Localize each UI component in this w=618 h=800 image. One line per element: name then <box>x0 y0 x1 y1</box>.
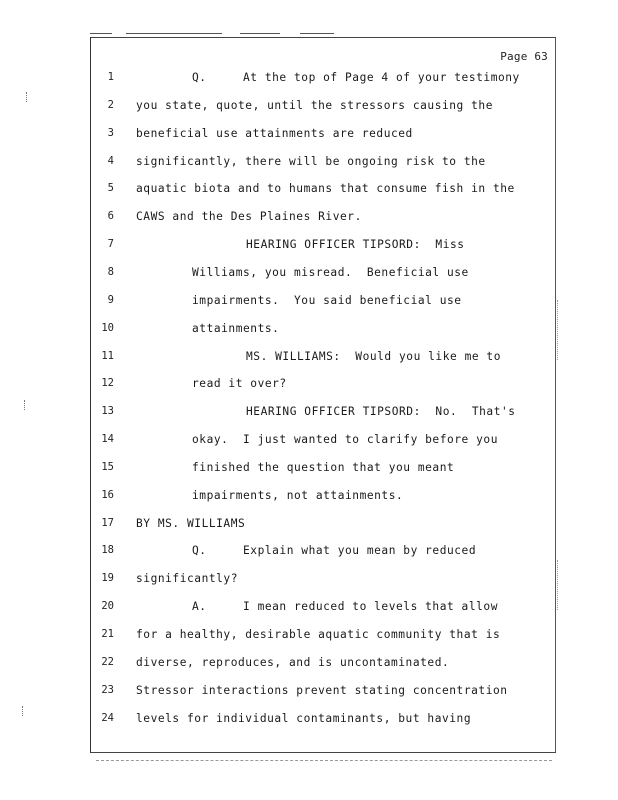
transcript-line <box>0 350 618 366</box>
transcript-line <box>0 461 618 477</box>
line-number: 24 <box>101 711 114 724</box>
transcript-line <box>0 322 618 338</box>
line-text: Stressor interactions prevent stating concentration <box>136 683 508 697</box>
page-number: Page 63 <box>500 50 548 63</box>
transcript-line <box>0 600 618 616</box>
line-text: okay. I just wanted to clarify before you <box>192 433 498 447</box>
line-number: 2 <box>107 98 114 111</box>
line-text: read it over? <box>192 377 287 391</box>
line-number: 3 <box>107 126 114 139</box>
transcript-line <box>0 99 618 115</box>
top-rule-marks <box>90 33 556 36</box>
line-number: 15 <box>101 460 114 473</box>
transcript-line <box>0 656 618 672</box>
transcript-line <box>0 127 618 143</box>
transcript-line <box>0 572 618 588</box>
line-text: for a healthy, desirable aquatic community that is <box>136 628 501 641</box>
line-number: 16 <box>101 488 114 501</box>
bottom-rule <box>96 760 552 762</box>
line-text: finished the question that you meant <box>192 460 455 474</box>
line-number: 6 <box>107 210 114 223</box>
line-number: 9 <box>107 293 114 306</box>
line-number: 4 <box>107 154 114 167</box>
transcript-line <box>0 294 618 310</box>
line-number: 5 <box>107 182 114 195</box>
line-number: 13 <box>101 405 114 418</box>
line-text: Q. Explain what you mean by reduced <box>192 544 477 558</box>
transcript-line <box>0 71 618 87</box>
line-number: 10 <box>101 321 114 334</box>
line-number: 14 <box>101 433 114 446</box>
transcript-line <box>0 628 618 644</box>
transcript-line <box>0 155 618 171</box>
left-margin-mark-top <box>26 92 30 102</box>
line-text: you state, quote, until the stressors causing the <box>136 98 493 112</box>
line-number: 23 <box>101 683 114 696</box>
line-text: BY MS. WILLIAMS <box>136 516 246 530</box>
line-number: 7 <box>107 238 114 251</box>
line-text: CAWS and the Des Plaines River. <box>136 210 362 224</box>
line-text: aquatic biota and to humans that consume fish in the <box>136 182 515 196</box>
left-margin-mark-bottom <box>22 706 26 716</box>
transcript-line <box>0 405 618 421</box>
transcript-line <box>0 712 618 728</box>
line-text: MS. WILLIAMS: Would you like me to <box>246 349 501 363</box>
line-number: 21 <box>101 628 114 640</box>
line-text: HEARING OFFICER TIPSORD: No. That's <box>246 405 516 419</box>
line-text: A. I mean reduced to levels that allow <box>192 600 498 614</box>
line-text: HEARING OFFICER TIPSORD: Miss <box>246 238 465 252</box>
line-text: impairments, not attainments. <box>192 488 404 502</box>
line-text: significantly, there will be ongoing risk to the <box>136 154 486 168</box>
transcript-page-frame <box>90 37 556 753</box>
line-text: levels for individual contaminants, but having <box>136 711 472 725</box>
transcript-line <box>0 489 618 505</box>
line-number: 17 <box>101 516 114 529</box>
line-number: 18 <box>101 544 114 557</box>
line-text: significantly? <box>136 572 238 586</box>
line-text: Q. At the top of Page 4 of your testimony <box>192 71 520 84</box>
line-number: 12 <box>101 377 114 390</box>
right-scan-edge-upper <box>557 300 559 360</box>
transcript-line <box>0 238 618 254</box>
line-number: 11 <box>101 349 114 362</box>
transcript-line <box>0 377 618 393</box>
transcript-line <box>0 517 618 533</box>
transcript-line <box>0 182 618 198</box>
line-text: impairments. You said beneficial use <box>192 293 462 307</box>
line-number: 20 <box>101 600 114 613</box>
line-number: 8 <box>107 265 114 278</box>
left-margin-mark-middle <box>24 400 28 410</box>
line-number: 19 <box>101 572 114 585</box>
line-number: 22 <box>101 655 114 668</box>
transcript-line <box>0 266 618 282</box>
transcript-line <box>0 433 618 449</box>
transcript-line <box>0 210 618 226</box>
line-text: attainments. <box>192 321 280 335</box>
line-text: Williams, you misread. Beneficial use <box>192 265 469 279</box>
transcript-line <box>0 544 618 560</box>
line-number: 1 <box>107 71 114 83</box>
transcript-line <box>0 684 618 700</box>
right-scan-edge-lower <box>557 560 559 610</box>
line-text: beneficial use attainments are reduced <box>136 126 413 140</box>
line-text: diverse, reproduces, and is uncontaminated. <box>136 655 450 669</box>
